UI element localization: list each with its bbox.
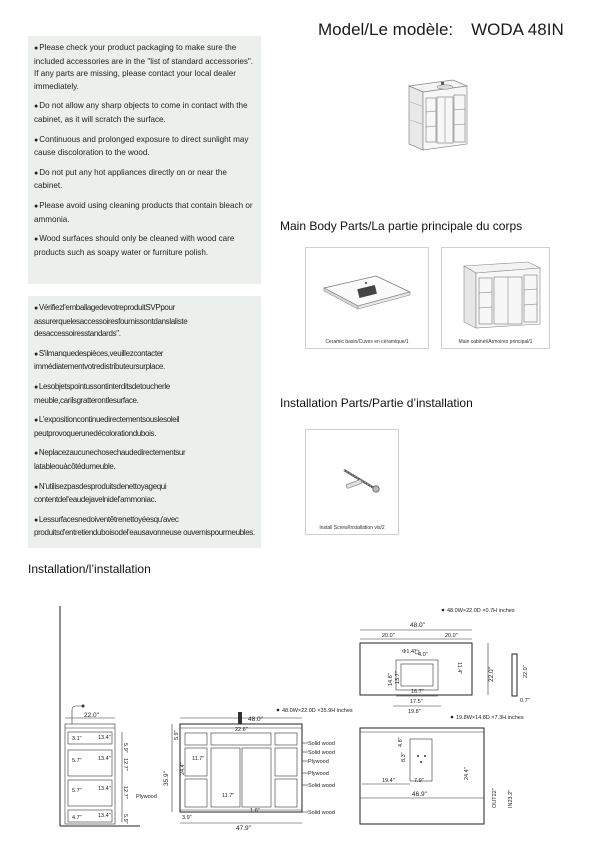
front-overall-note: 48.0W×22.0D ×35.9H inches <box>282 708 353 714</box>
bullet-icon: ● <box>34 305 38 312</box>
material-callouts <box>302 741 335 816</box>
bullet-icon: ● <box>34 383 38 391</box>
front-top-rail: 5.9" <box>174 730 180 740</box>
side-tag: 3.1" <box>72 736 82 742</box>
top-bowl-width: 16.7" <box>411 689 424 695</box>
installation-parts-heading: Installation Parts/Partie d’installation <box>280 396 473 410</box>
installation-drawing <box>0 590 595 841</box>
model-title <box>318 20 588 40</box>
top-view <box>360 608 530 721</box>
side-depth-label: 22.0" <box>84 712 99 719</box>
side-drawer-depth: 13.4" <box>98 756 111 762</box>
top-basin-note: 19.8W×14.8D ×7.3H inches <box>456 715 524 721</box>
front-kick: 3.9" <box>182 815 192 821</box>
note-item: ●Please check your product packaging to make sure the included accessories are in the "list of standard accessories". If any parts are missing, please contact your local dealer immediately. <box>34 43 253 91</box>
bullet-icon: ● <box>34 350 38 358</box>
top-center: 4.0" <box>418 652 428 658</box>
note-item: ●Please avoid using cleaning products that contain bleach or ammonia. <box>34 200 253 224</box>
note-item: ●S'ilmanquedespièces,veuillezcontacter immédiatementvotredistributeursurplace. <box>34 348 165 372</box>
side-drawer-height: 12.7" <box>122 758 128 771</box>
front-bottom-width: 47.9" <box>236 825 251 832</box>
back-out: OUT22" <box>492 788 498 808</box>
material-label: Solid wood <box>308 750 335 756</box>
side-drawer-depth: 13.4" <box>98 813 111 819</box>
note-item: ●Lessurfacesnedoiventêtrenettoyéesqu'avec produitsd'entretienduboisodel'eausavonneuse ouvernispourmeubles. <box>34 514 255 538</box>
note-item: ●Do not put any hot appliances directly on or near the cabinet. <box>34 167 227 191</box>
top-bowl-height: 14.8" <box>388 673 394 686</box>
top-right: 20.0" <box>445 633 458 639</box>
side-tag: 4.7" <box>72 815 82 821</box>
side-tag: 5.7" <box>72 758 82 764</box>
part-caption: Ceramic basin/Cuves en céramique/1 <box>325 339 409 345</box>
note-item: ●Neplacezaucunechosechaudedirectementsur latableouàcôtédumeuble. <box>34 448 186 471</box>
bullet-icon: ● <box>34 450 38 458</box>
bullet-icon: ● <box>34 169 39 177</box>
back-cut-height: 8.3" <box>401 752 407 762</box>
note-item: ●N'utilisezpasdesproduitsdenettoyagequi contentdel'eaudejavelnidel'ammoniac. <box>34 481 167 505</box>
front-height: 35.9" <box>163 771 170 786</box>
top-overall: 48.0" <box>410 622 425 629</box>
notes-french <box>28 296 261 548</box>
note-item: ●Continuous and prolonged exposure to direct sunlight may cause discoloration to the wood. <box>34 134 249 158</box>
side-view <box>65 705 157 825</box>
front-view <box>163 708 353 832</box>
part-caption: Main cabinet/Armoires principal/1 <box>458 339 533 345</box>
top-depth: 22.0" <box>488 667 495 682</box>
part-caption: Install Screw/Installation vis/2 <box>319 525 385 531</box>
bullet-icon: ● <box>34 103 39 111</box>
material-label: Plywood <box>308 771 329 777</box>
model-label: Model/Le modèle: <box>318 20 454 39</box>
top-bowl-inner: 17.5" <box>410 699 423 705</box>
side-tag: 5.7" <box>72 788 82 794</box>
back-cut-width: 4.8" <box>398 737 404 747</box>
side-drawer-height: 5.9" <box>122 814 128 824</box>
bullet-icon: ● <box>34 202 39 210</box>
top-r1: 11.4" <box>456 662 462 675</box>
model-value: WODA 48IN <box>471 20 564 39</box>
back-view <box>360 728 514 824</box>
main-cabinet-image <box>442 248 549 338</box>
side-drawer-height: 5.9" <box>122 743 128 753</box>
note-item: ●L'expositioncontinuedirectementsouslesoleil peutprovoquerunedécolorationdubois. <box>34 415 180 438</box>
part-card-cabinet <box>441 247 550 349</box>
note-item: ●Vérifiezl'emballagedevotreproduitSVPpour assurerquelesaccessoiresfournissontdanslaliste desaccessoiresstandards". <box>34 303 188 339</box>
note-item: ●Wood surfaces should only be cleaned with wood care products such as soapy water or furniture polish. <box>34 234 235 257</box>
front-drawer-height: 11.7" <box>192 756 205 762</box>
back-offset: 19.4" <box>382 778 395 784</box>
top-hole: Φ1.4" <box>402 649 416 655</box>
back-width: 46.9" <box>412 791 427 798</box>
side-plywood-label: Plywood <box>136 794 157 800</box>
part-card-basin <box>305 247 429 349</box>
front-rail: 1.6" <box>250 808 260 814</box>
back-cut-inner: 7.9" <box>414 778 424 784</box>
material-label: Solid wood <box>308 810 335 816</box>
top-note: 48.0W×22.0D ×0.7H inches <box>447 608 515 614</box>
front-inner-height: 24.4" <box>180 762 186 775</box>
installation-heading: Installation/l’installation <box>28 562 151 576</box>
front-overall-width: 48.0" <box>248 716 263 723</box>
side-drawer-depth: 13.4" <box>98 735 111 741</box>
bullet-icon: ● <box>34 417 38 425</box>
top-depth-side: 22.0" <box>523 665 529 678</box>
notes-english <box>28 36 261 284</box>
front-stile: 11.7" <box>222 793 235 799</box>
material-label: Solid wood <box>308 741 335 747</box>
top-bowl-height2: 13.7" <box>395 671 401 684</box>
part-card-screw <box>305 429 399 535</box>
main-body-heading: Main Body Parts/La partie principale du corps <box>280 219 523 233</box>
material-label: Plywood <box>308 759 329 765</box>
note-item: ●Lesobjetspointussontinterditsdetoucherle meuble,carilsgratterontlesurface. <box>34 381 170 405</box>
bullet-icon: ● <box>34 516 38 524</box>
side-drawer-depth: 13.4" <box>98 786 111 792</box>
material-label: Solid wood <box>308 783 335 789</box>
back-in: IN23.2" <box>508 789 514 808</box>
bullet-icon: ● <box>34 483 38 491</box>
front-inner-width: 22.6" <box>235 727 248 733</box>
ceramic-basin-image <box>306 248 428 338</box>
bullet-icon: ● <box>34 45 39 52</box>
note-item: ●Do not allow any sharp objects to come in contact with the cabinet, as it will scratch the surface. <box>34 101 248 124</box>
top-thickness: 0.7" <box>520 698 530 704</box>
bullet-icon: ● <box>34 136 39 144</box>
install-screw-image <box>306 430 398 522</box>
top-left: 20.0" <box>382 633 395 639</box>
bullet-icon: ● <box>34 236 39 244</box>
top-bowl-outer: 19.8" <box>408 709 421 715</box>
back-inner-height: 24.4" <box>464 767 470 780</box>
vanity-thumbnail <box>405 72 469 158</box>
side-drawer-height: 12.7" <box>122 786 128 799</box>
